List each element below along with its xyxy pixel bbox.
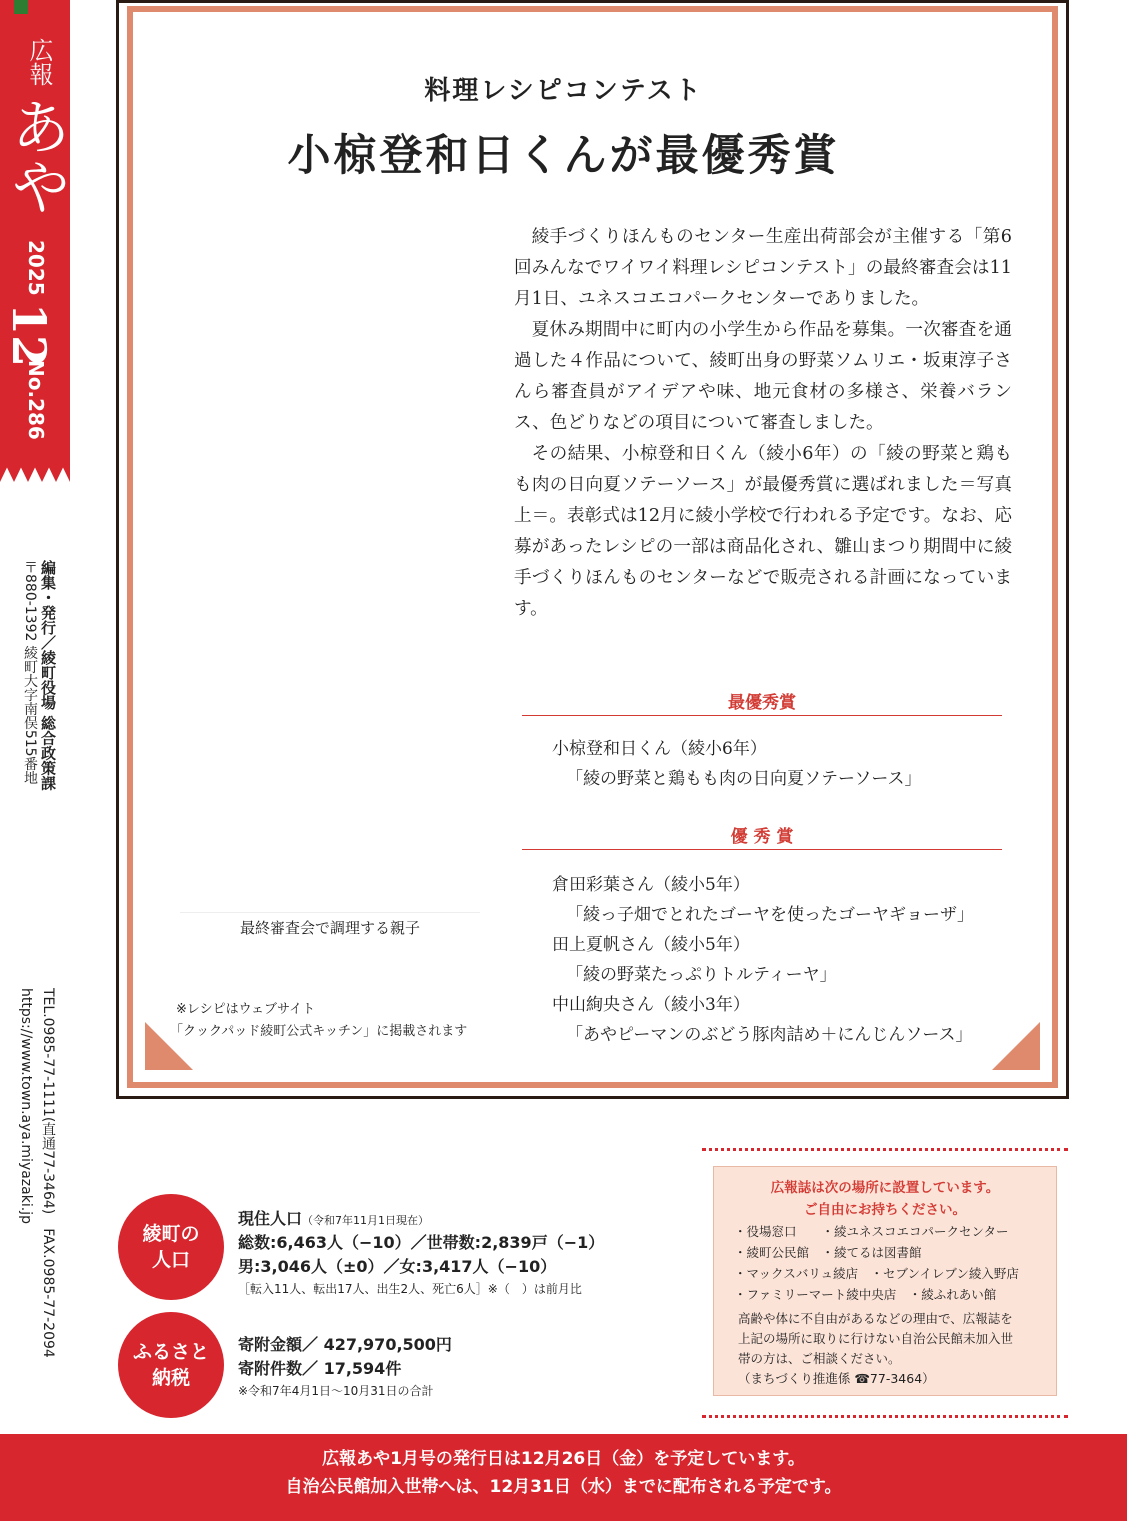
excellence-title: 「綾っ子畑でとれたゴーヤを使ったゴーヤギョーザ」 (566, 905, 974, 925)
population-badge-label: 綾町の 人口 (142, 1223, 200, 1271)
website-link[interactable]: https://www.town.aya.miyazaki.jp (18, 988, 34, 1224)
grand-prize-heading: 最優秀賞 (728, 693, 796, 713)
masthead-year: 2025 (24, 240, 48, 296)
footer-notice: 広報あや1月号の発行日は12月26日（金）を予定しています。 (322, 1449, 805, 1469)
footer-notice: 自治公民館加入世帯へは、12月31日（水）までに配布される予定です。 (285, 1477, 842, 1497)
masthead-issue: No.286 (24, 360, 48, 440)
distribution-location: ・マックスバリュ綾店 ・セブンイレブン綾入野店 (734, 1266, 1019, 1281)
excellence-heading: 優 秀 賞 (730, 827, 794, 847)
distribution-note: 上記の場所に取りに行けない自治公民館未加入世 (738, 1331, 1014, 1346)
excellence-winner: 中山絢央さん（綾小3年） (552, 995, 750, 1015)
contact-phone: TEL.0985-77-1111(直通77-3464) FAX.0985-77-2094 (40, 988, 56, 1358)
recipe-note-site: 「クックパッド綾町公式キッチン」に掲載されます (170, 1024, 468, 1039)
excellence-rule (522, 849, 1002, 850)
furusato-badge-label: ふるさと 納税 (132, 1341, 209, 1389)
furusato-badge (124, 1318, 218, 1412)
excellence-winner: 倉田彩葉さん（綾小5年） (552, 875, 750, 895)
article-paragraph: 綾手づくりほんものセンター生産出荷部会が主催する「第6回みんなでワイワイ料理レシピコンテスト」の最終審査会は11月1日、ユネスコエコパークセンターでありました。 (514, 227, 1012, 309)
article-paragraph: その結果、小椋登和日くん（綾小6年）の「綾の野菜と鶏もも肉の日向夏ソテーソース」が最優秀賞に選ばれました＝写真上＝。表彰式は12月に綾小学校で行われる予定です。なお、応募があったレシピの一部は商品化され、雛山まつり期間中に綾手づくりほんものセンターなどで販売される計画になっています。 (514, 444, 1012, 619)
population-as-of: （令和7年11月1日現在） (302, 1214, 430, 1227)
masthead-title: あや (1, 96, 71, 216)
corner-ornament-right (992, 1022, 1040, 1070)
distribution-title: 広報誌は次の場所に設置しています。 (770, 1180, 1000, 1196)
publisher-address: 〒880-1392 綾町大字南俣515番地 (22, 560, 38, 785)
distribution-note: 高齢や体に不自由があるなどの理由で、広報誌を (738, 1311, 1013, 1326)
population-badge (124, 1200, 218, 1294)
population-movement: ［転入11人、転出17人、出生2人、死亡6人］※（ ）は前月比 (238, 1282, 582, 1296)
population-heading (238, 1206, 429, 1229)
distribution-note: 帯の方は、ご相談ください。 (738, 1351, 901, 1366)
grand-prize-winner: 小椋登和日くん（綾小6年） (552, 739, 767, 759)
publisher-label: 編集・発行／綾町役場 総合政策課 (39, 560, 57, 791)
article-kicker: 料理レシピコンテスト (424, 76, 703, 106)
grand-prize-title: 「綾の野菜と鶏もも肉の日向夏ソテーソース」 (566, 769, 922, 789)
article-headline: 小椋登和日くんが最優秀賞 (287, 131, 840, 181)
furusato-amount: 寄附金額／ 427,970,500円 (238, 1335, 452, 1354)
distribution-location: ・役場窓口 ・綾ユネスコエコパークセンター (734, 1224, 1009, 1239)
distribution-subtitle: ご自由にお持ちください。 (804, 1202, 966, 1218)
distribution-location: ・綾町公民館 ・綾てるは図書館 (734, 1245, 922, 1260)
furusato-note: ※令和7年4月1日〜10月31日の合計 (238, 1384, 434, 1398)
article-body (514, 222, 1012, 625)
population-title: 現住人口 (238, 1209, 303, 1228)
masthead-month: 12 (2, 303, 56, 368)
excellence-title: 「あやピーマンのぶどう豚肉詰め＋にんじんソース」 (566, 1025, 973, 1045)
grand-prize-rule (522, 715, 1002, 716)
population-totals: 総数:6,463人（−10）／世帯数:2,839戸（−1） (238, 1233, 605, 1252)
excellence-winner: 田上夏帆さん（綾小5年） (552, 935, 750, 955)
distribution-location: ・ファミリーマート綾中央店 ・綾ふれあい館 (734, 1287, 997, 1302)
article-paragraph: 夏休み期間中に町内の小学生から作品を募集。一次審査を通過した４作品について、綾町出身の野菜ソムリエ・坂東淳子さんら審査員がアイデアや味、地元食材の多様さ、栄養バランス、色どりなどの項目について審査しました。 (514, 320, 1012, 433)
distribution-contact: （まちづくり推進係 ☎77-3464） (738, 1371, 935, 1386)
furusato-count: 寄附件数／ 17,594件 (238, 1359, 402, 1378)
photo-caption: 最終審査会で調理する親子 (180, 912, 480, 938)
recipe-note: ※レシピはウェブサイト (176, 1002, 316, 1017)
masthead-koho: 広報 (25, 38, 53, 86)
excellence-title: 「綾の野菜たっぷりトルティーヤ」 (566, 965, 837, 985)
population-gender: 男:3,046人（±0）／女:3,417人（−10） (238, 1257, 557, 1276)
masthead-accent (14, 0, 28, 14)
